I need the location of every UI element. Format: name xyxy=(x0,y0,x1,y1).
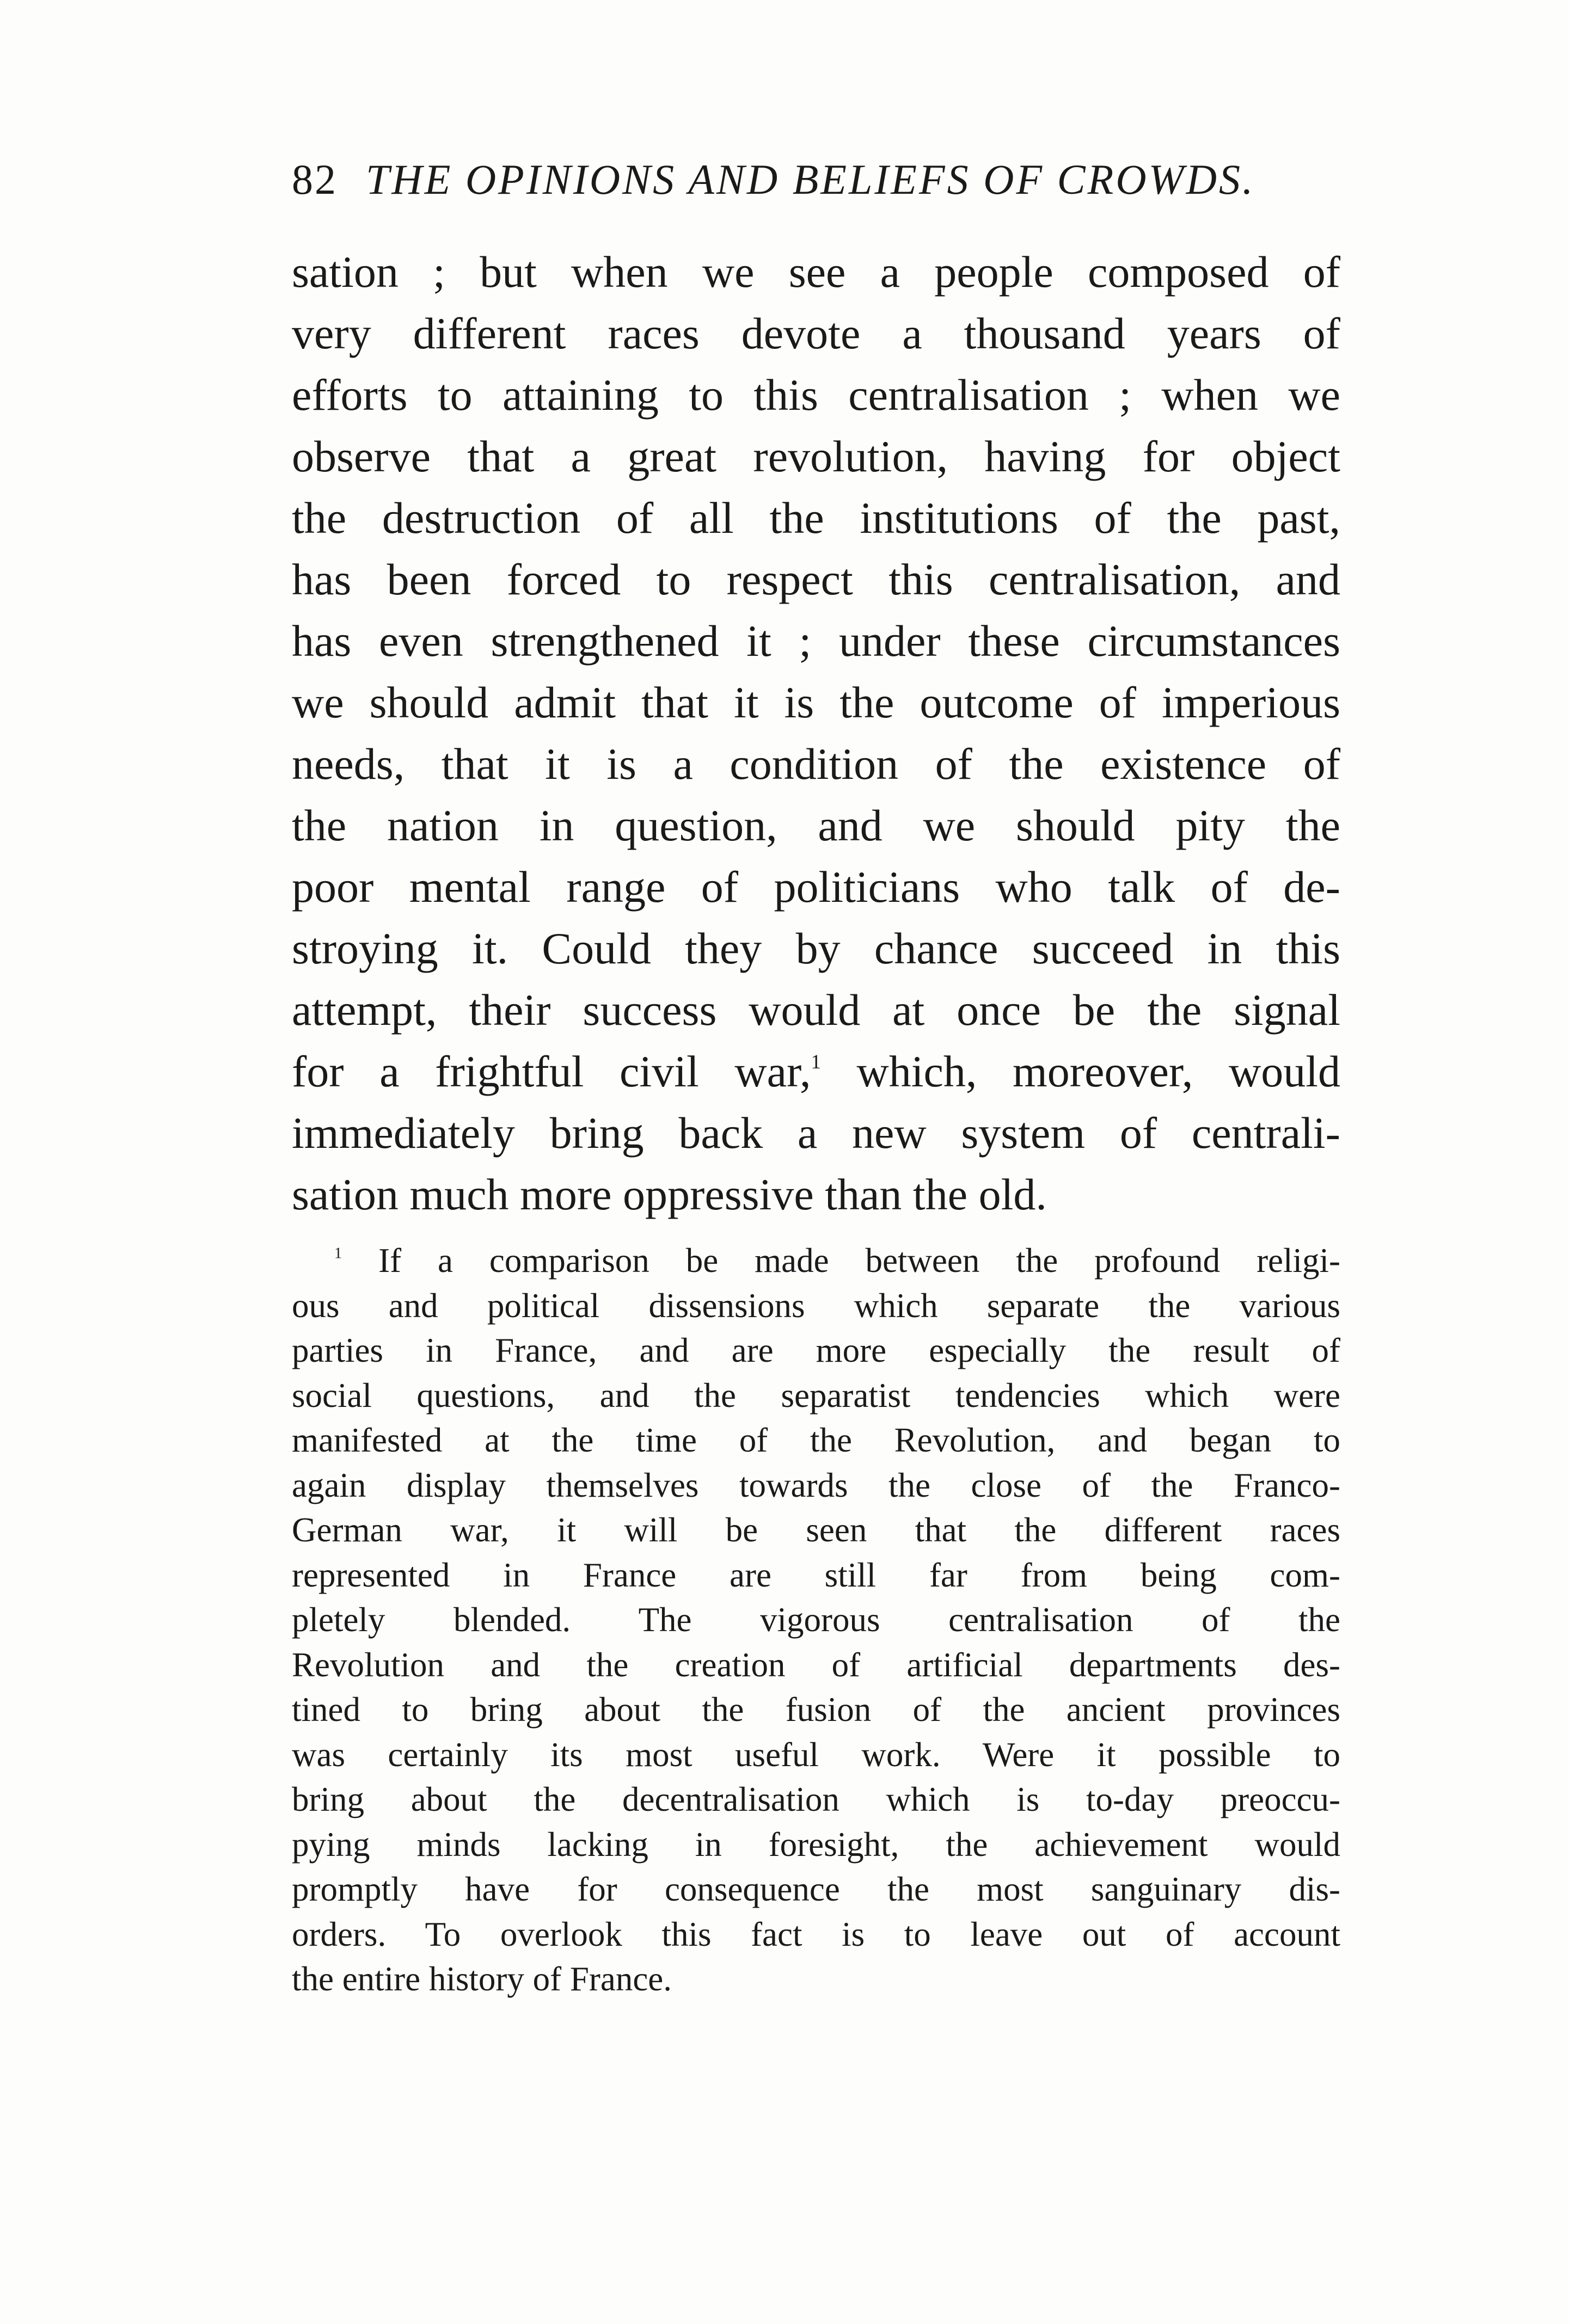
footnote-line: the entire history of France. xyxy=(292,1960,672,1998)
footnote-line: manifested at the time of the Revolution, and began to xyxy=(292,1421,1340,1459)
body-line: attempt, their success would at once be the signal xyxy=(292,985,1340,1035)
footnote-line: ous and political dissensions which separate the various xyxy=(292,1286,1340,1325)
footnote-line: pletely blended. The vigorous centralisation of the xyxy=(292,1601,1340,1639)
running-head xyxy=(292,152,1326,207)
footnote-line: was certainly its most useful work. Were it possible to xyxy=(292,1735,1340,1774)
page-number: 82 xyxy=(292,156,338,203)
footnote-reference: 1 xyxy=(811,1050,821,1073)
footnote-line: parties in France, and are more especially the result of xyxy=(292,1331,1340,1369)
body-line: has even strengthened it ; under these circumstances xyxy=(292,616,1340,666)
footnote-line: promptly have for consequence the most sanguinary dis- xyxy=(292,1870,1340,1908)
body-line-segment: which, moreover, would xyxy=(820,1047,1340,1096)
footnote-line: again display themselves towards the close of the Franco- xyxy=(292,1466,1340,1504)
body-line-with-footnote-ref xyxy=(292,1041,1340,1102)
footnote-line: bring about the decentralisation which is to-day preoccu- xyxy=(292,1780,1340,1818)
footnote xyxy=(292,1238,1340,2002)
body-line: has been forced to respect this centralisation, and xyxy=(292,555,1340,604)
body-line: efforts to attaining to this centralisation ; when we xyxy=(292,370,1340,420)
footnote-line: Revolution and the creation of artificial departments des- xyxy=(292,1645,1340,1684)
footnote-line: social questions, and the separatist tendencies which were xyxy=(292,1376,1340,1415)
body-line: stroying it. Could they by chance succeed in this xyxy=(292,924,1340,973)
footnote-line: German war, it will be seen that the different races xyxy=(292,1511,1340,1549)
body-line: very different races devote a thousand years of xyxy=(292,309,1340,358)
footnote-marker: 1 xyxy=(334,1245,342,1262)
body-line: sation much more oppressive than the old. xyxy=(292,1170,1047,1219)
footnote-line: orders. To overlook this fact is to leave out of account xyxy=(292,1915,1340,1953)
running-title: THE OPINIONS AND BELIEFS OF CROWDS. xyxy=(366,156,1255,203)
body-line: poor mental range of politicians who talk of de- xyxy=(292,862,1340,912)
footnote-first-line xyxy=(292,1238,1340,1283)
footnote-line: represented in France are still far from being com- xyxy=(292,1556,1340,1594)
body-line: immediately bring back a new system of centrali- xyxy=(292,1108,1340,1158)
body-line-segment: for a frightful civil war, xyxy=(292,1047,811,1096)
body-line: sation ; but when we see a people composed of xyxy=(292,247,1340,297)
footnote-line: tined to bring about the fusion of the ancient provinces xyxy=(292,1690,1340,1729)
body-line: the destruction of all the institutions of the past, xyxy=(292,493,1340,543)
body-line: the nation in question, and we should pity the xyxy=(292,801,1340,850)
body-line: needs, that it is a condition of the existence of xyxy=(292,739,1340,789)
body-text xyxy=(292,241,1340,1225)
body-line: observe that a great revolution, having for object xyxy=(292,432,1340,481)
footnote-line-segment: If a comparison be made between the profound religi- xyxy=(342,1241,1340,1280)
body-line: we should admit that it is the outcome of imperious xyxy=(292,678,1340,727)
footnote-line: pying minds lacking in foresight, the achievement would xyxy=(292,1825,1340,1864)
